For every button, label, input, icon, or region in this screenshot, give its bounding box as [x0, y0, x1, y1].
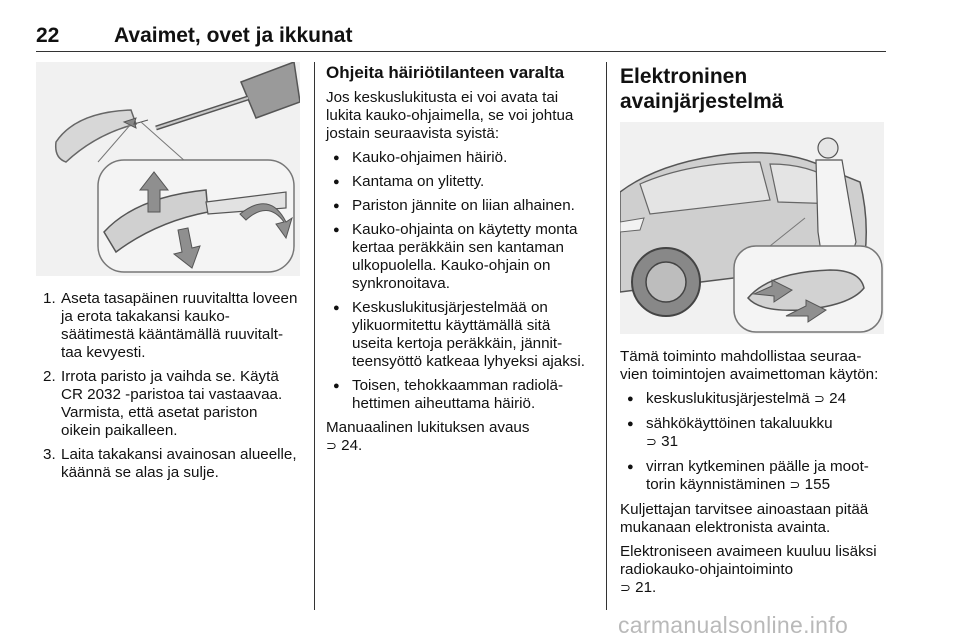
page-ref-icon: ⊃	[646, 435, 657, 450]
column-2	[326, 62, 592, 462]
column-1	[36, 62, 300, 488]
list-item[interactable]	[620, 390, 888, 409]
list-item: ● Kauko-ohjainta on käytetty monta kertaa peräkkäin sen kantaman ulkopuolella. Kauko-ohjain on synkronoitava.	[326, 221, 592, 293]
section-intro: Tämä toiminto mahdollistaa seuraa-vien toimintojen avaimettoman käytön:	[620, 348, 879, 383]
page-ref-number: 31	[661, 433, 679, 450]
function-text: virran kytkeminen päälle ja moot-torin käynnistäminen	[646, 458, 869, 493]
keyless-functions-list	[620, 390, 888, 495]
step-number: 2.	[43, 368, 56, 385]
causes-list	[326, 149, 592, 413]
list-item: ● Pariston jännite on liian alhainen.	[326, 197, 592, 215]
step-text: Aseta tasapäinen ruuvitaltta loveen ja erota takakansi kauko-säätimestä kääntämällä ruuvitalt-taa kevyesti.	[61, 290, 298, 361]
page-ref-icon: ⊃	[326, 439, 337, 454]
section-intro: Jos keskuslukitusta ei voi avata tai lukita kauko-ohjaimella, se voi johtua jostain seuraavista syistä:	[326, 89, 574, 142]
page-number: 22	[36, 24, 60, 47]
manual-unlock-reference[interactable]	[326, 419, 592, 456]
car-keyless-illustration	[620, 122, 884, 334]
list-item: ● Kauko-ohjaimen häiriö.	[326, 149, 592, 167]
car-door-handle-drawing	[620, 122, 884, 334]
page-ref-number: 24.	[341, 437, 363, 454]
list-item	[36, 446, 300, 482]
page-ref-number: 24	[829, 390, 847, 407]
page-ref-icon: ⊃	[620, 581, 631, 596]
step-number: 1.	[43, 290, 56, 307]
step-number: 3.	[43, 446, 56, 463]
section-heading: Ohjeita häiriötilanteen varalta	[326, 63, 565, 82]
function-text: keskuslukitusjärjestelmä	[646, 390, 810, 407]
list-item	[36, 290, 300, 362]
page-ref-number: 155	[804, 476, 831, 493]
column-divider-2	[606, 62, 607, 610]
key-screwdriver-drawing	[36, 62, 300, 276]
header-rule	[36, 51, 886, 52]
section-heading: Elektroninen avainjärjestelmä	[620, 65, 784, 113]
page-ref-icon: ⊃	[813, 392, 825, 407]
watermark: carmanualsonline.info	[618, 612, 849, 638]
column-divider-1	[314, 62, 315, 610]
paragraph: Kuljettajan tarvitsee ainoastaan pitää mukanaan elektronista avainta.	[620, 501, 869, 536]
page-ref-icon: ⊃	[789, 478, 801, 493]
battery-steps-list	[36, 290, 300, 482]
list-item[interactable]	[620, 415, 888, 452]
manual-unlock-text: Manuaalinen lukituksen avaus	[326, 419, 530, 436]
list-item: ● Kantama on ylitetty.	[326, 173, 592, 191]
step-text: Irrota paristo ja vaihda se. Käytä CR 2032 -paristoa tai vastaavaa. Varmista, että asetat pariston oikein paikalleen.	[61, 368, 283, 439]
list-item	[36, 368, 300, 440]
radio-remote-reference[interactable]	[620, 543, 888, 598]
page-header	[36, 24, 886, 52]
page-ref-number: 21.	[635, 579, 657, 596]
list-item[interactable]	[620, 458, 888, 495]
column-3	[620, 62, 888, 604]
paragraph-text: Elektroniseen avaimeen kuuluu lisäksi radiokauko-ohjaintoiminto	[620, 543, 877, 578]
list-item: ● Keskuslukitusjärjestelmää on ylikuormitettu käyttämällä sitä useita kertoja peräkkäin, jännit-teensyöttö katkeaa lyhyeksi ajaksi.	[326, 299, 592, 371]
step-text: Laita takakansi avainosan alueelle, käännä se alas ja sulje.	[61, 446, 297, 481]
page-title: Avaimet, ovet ja ikkunat	[114, 24, 353, 47]
key-battery-illustration	[36, 62, 300, 276]
list-item: ● Toisen, tehokkaamman radiolä-hettimen aiheuttama häiriö.	[326, 377, 592, 413]
function-text: sähkökäyttöinen takaluukku	[646, 415, 833, 432]
